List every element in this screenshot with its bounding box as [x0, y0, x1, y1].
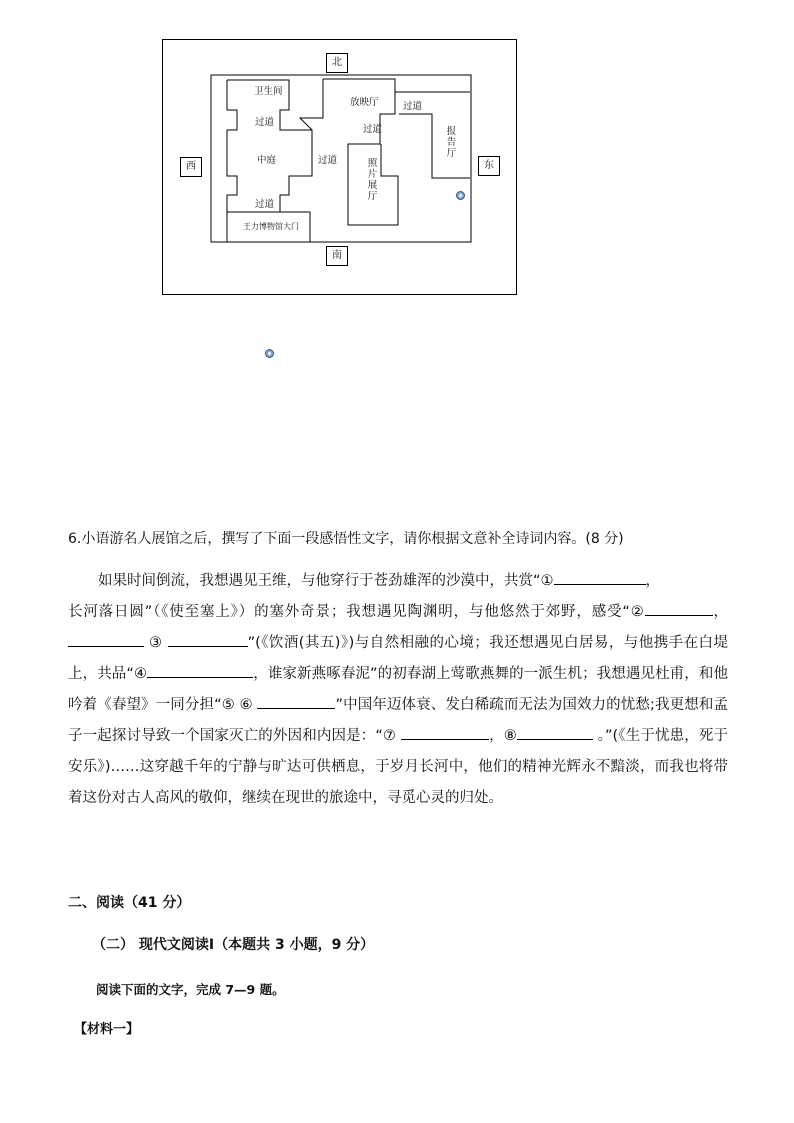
north-label: 北 [326, 53, 348, 73]
question-6-title: 6.小语游名人展馆之后，撰写了下面一段感悟性文字，请你根据文意补全诗词内容。(8 分) [68, 531, 624, 547]
section-heading: 二、阅读（41 分） [68, 895, 191, 911]
answer-blank-3[interactable] [168, 632, 248, 647]
answer-blank-4[interactable] [147, 663, 253, 678]
east-label: 东 [478, 156, 500, 176]
answer-blank-1[interactable] [554, 570, 646, 585]
lecture-hall-outline [399, 114, 470, 178]
passage-label: 过道 [255, 199, 275, 210]
answer-blank-2b[interactable] [68, 632, 144, 647]
answer-blank-6[interactable] [257, 694, 335, 709]
material-label: 【材料一】 [74, 1022, 140, 1037]
passage-label: 过道 [318, 155, 338, 166]
floor-plan [0, 0, 794, 400]
left-wing-outline [227, 80, 312, 212]
paragraph-text: ”(《饮酒(其五)》)与自然相融的心境；我还想遇见白居易，与他携手在白堤上，共品“④ [68, 635, 729, 682]
passage-label: 过道 [403, 101, 423, 112]
south-label: 南 [326, 246, 348, 266]
subsection-heading: （二） 现代文阅读Ⅰ（本题共 3 小题，9 分） [92, 937, 375, 953]
answer-blank-7[interactable] [401, 725, 489, 740]
location-pin-icon [456, 191, 465, 200]
passage-label: 过道 [255, 117, 275, 128]
question-6-paragraph: 如果时间倒流，我想遇见王维，与他穿行于苍劲雄浑的沙漠中，共赏“① ， 长河落日圆”（《使至塞上》）的塞外奇景；我想遇见陶渊明，与他悠然于郊野，感受“② ， ③ ”(《饮酒(其五)》)与自然相融的心境；我还想遇见白居易，与他携手在白堤上，共品“④ ，谁家新燕啄春泥”的初春湖上莺歌燕舞的一派生机；我想遇见杜甫，和他吟着《春望》一同分担“⑤ ⑥ ”中国年迈体衰、发白稀疏而无法为国效力的忧愁;我更想和孟子一起探讨导致一个国家灭亡的外因和内因是：“⑦ ，⑧ 。”(《生于忧患，死于安乐》)……这穿越千年的宁静与旷达可供栖息，于岁月长河中，他们的精神光辉永不黯淡，而我也将带着这份对古人高风的敬仰，继续在现世的旅途中，寻觅心灵的归处。 [68, 566, 728, 814]
west-label: 西 [180, 157, 202, 177]
paragraph-text: ”中国年迈体衰、发白稀疏而无法为国效力的忧愁;我更想和孟子一起探讨导致一个国家灭亡的外因和内因是：“⑦ [68, 697, 728, 744]
lecture-hall-label: 报告厅 [446, 126, 457, 159]
paragraph-text: 长河落日圆”（《使至塞上》）的塞外奇景；我想遇见陶渊明，与他悠然于郊野，感受“② [68, 604, 645, 620]
toilet-label: 卫生间 [254, 86, 283, 97]
cinema-label: 放映厅 [350, 97, 379, 108]
courtyard-label: 中庭 [257, 155, 277, 166]
paragraph-text: 。”(《生于忧患，死于安乐》)……这穿越千年的宁静与旷达可供栖息，于岁月长河中，他们的精神光辉永不黯淡，而我也将带着这份对古人高风的敬仰，继续在现世的旅途中，寻觅心灵的归处。 [68, 728, 729, 806]
passage-label: 过道 [363, 124, 383, 135]
main-gate-label: 王力博物馆大门 [243, 222, 299, 231]
paragraph-text: ，谁家新燕啄春泥”的初春湖上莺歌燕舞的一派生机；我想遇见杜甫，和他吟着《春望》一同分担“⑤ ⑥ [68, 666, 728, 713]
answer-blank-2[interactable] [645, 601, 713, 616]
reading-instruction: 阅读下面的文字，完成 7—9 题。 [96, 982, 285, 997]
location-pin-icon [265, 349, 274, 358]
paragraph-text: 如果时间倒流，我想遇见王维，与他穿行于苍劲雄浑的沙漠中，共赏“① [98, 573, 554, 589]
answer-blank-8[interactable] [517, 725, 593, 740]
photo-hall-label: 照片展厅 [367, 158, 378, 202]
